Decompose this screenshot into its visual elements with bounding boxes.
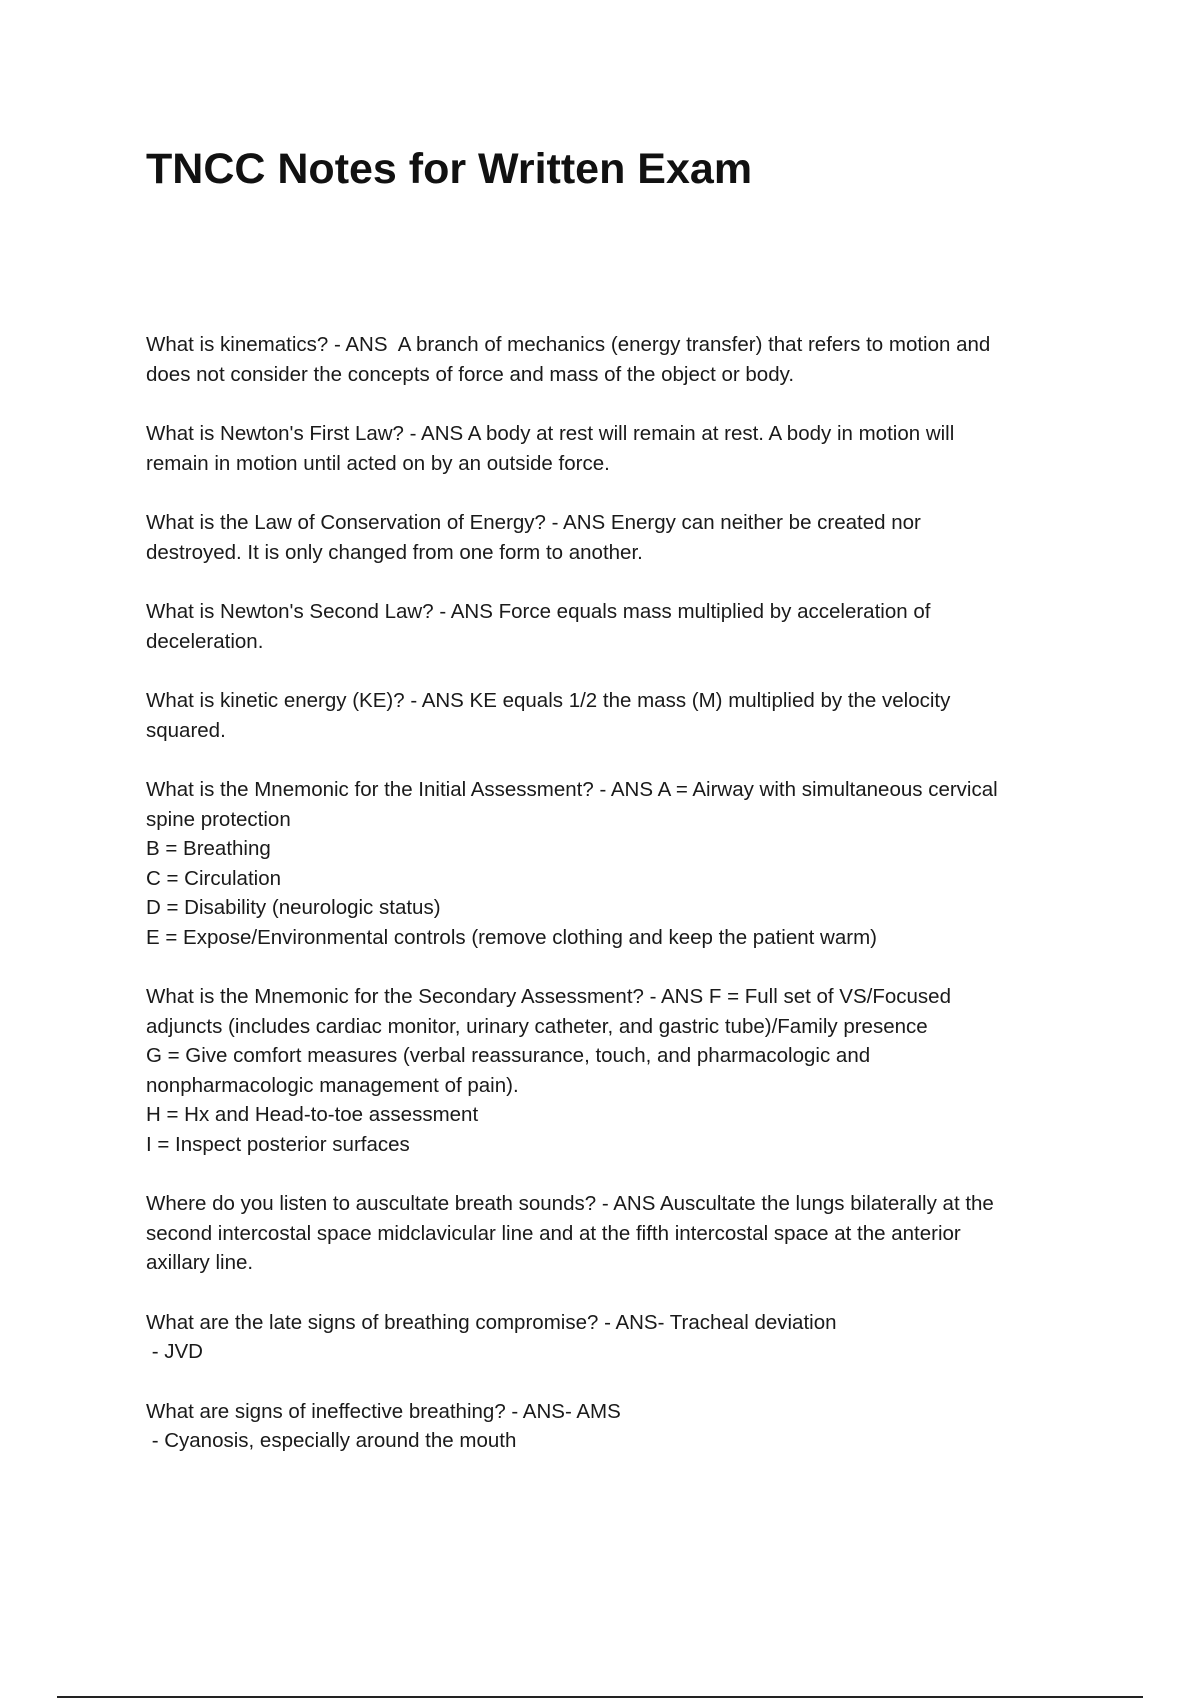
text-line: squared. — [146, 718, 226, 742]
text-line: What is kinetic energy (KE)? - ANS KE equals 1/2 the mass (M) multiplied by the velocity — [146, 689, 951, 712]
qa-entry-breath-sounds — [146, 1189, 1086, 1278]
qa-entry-late-signs-breathing — [146, 1308, 1086, 1367]
text-line: deceleration. — [146, 629, 264, 653]
text-line: does not consider the concepts of force and mass of the object or body. — [146, 362, 795, 386]
footer-divider — [57, 1696, 1143, 1698]
text-line: What is the Mnemonic for the Initial Assessment? - ANS A = Airway with simultaneous cervical — [146, 778, 998, 801]
text-line: - Cyanosis, especially around the mouth — [146, 1429, 517, 1452]
qa-entry-kinematics — [146, 330, 1086, 389]
text-line: B = Breathing — [146, 837, 271, 860]
text-line: What is Newton's Second Law? - ANS Force equals mass multiplied by acceleration of — [146, 600, 931, 623]
text-line: - JVD — [146, 1340, 203, 1363]
text-line: E = Expose/Environmental controls (remove clothing and keep the patient warm) — [146, 925, 877, 949]
text-line: nonpharmacologic management of pain). — [146, 1073, 519, 1097]
text-line: What is the Law of Conservation of Energy? - ANS Energy can neither be created nor — [146, 511, 921, 534]
text-line: I = Inspect posterior surfaces — [146, 1132, 410, 1156]
qa-entry-ineffective-breathing — [146, 1397, 1086, 1456]
text-line: adjuncts (includes cardiac monitor, urinary catheter, and gastric tube)/Family presence — [146, 1014, 928, 1038]
text-line: C = Circulation — [146, 866, 282, 890]
qa-entry-initial-assessment — [146, 775, 1086, 952]
text-line: destroyed. It is only changed from one form to another. — [146, 540, 643, 564]
text-line: axillary line. — [146, 1251, 254, 1274]
text-line: G = Give comfort measures (verbal reassurance, touch, and pharmacologic and — [146, 1044, 871, 1067]
page-title: TNCC Notes for Written Exam — [146, 145, 753, 193]
text-line: What is the Mnemonic for the Secondary Assessment? - ANS F = Full set of VS/Focused — [146, 985, 951, 1008]
text-line: second intercostal space midclavicular line and at the fifth intercostal space at the anterior — [146, 1221, 961, 1245]
qa-entry-kinetic-energy — [146, 686, 1086, 745]
qa-entry-newtons-second-law — [146, 597, 1086, 656]
text-line: Where do you listen to auscultate breath sounds? - ANS Auscultate the lungs bilaterally at the — [146, 1192, 994, 1215]
text-line: What are the late signs of breathing compromise? - ANS- Tracheal deviation — [146, 1310, 837, 1334]
text-line: D = Disability (neurologic status) — [146, 896, 441, 919]
text-line: What is Newton's First Law? - ANS A body at rest will remain at rest. A body in motion will — [146, 422, 955, 445]
text-line: What is kinematics? - ANS A branch of mechanics (energy transfer) that refers to motion and — [146, 333, 991, 356]
notes-content — [146, 330, 1086, 1486]
qa-entry-conservation-of-energy — [146, 508, 1086, 567]
text-line: H = Hx and Head-to-toe assessment — [146, 1103, 479, 1126]
qa-entry-secondary-assessment — [146, 982, 1086, 1159]
text-line: What are signs of ineffective breathing? - ANS- AMS — [146, 1399, 621, 1423]
text-line: remain in motion until acted on by an outside force. — [146, 451, 610, 475]
qa-entry-newtons-first-law — [146, 419, 1086, 478]
text-line: spine protection — [146, 807, 291, 831]
